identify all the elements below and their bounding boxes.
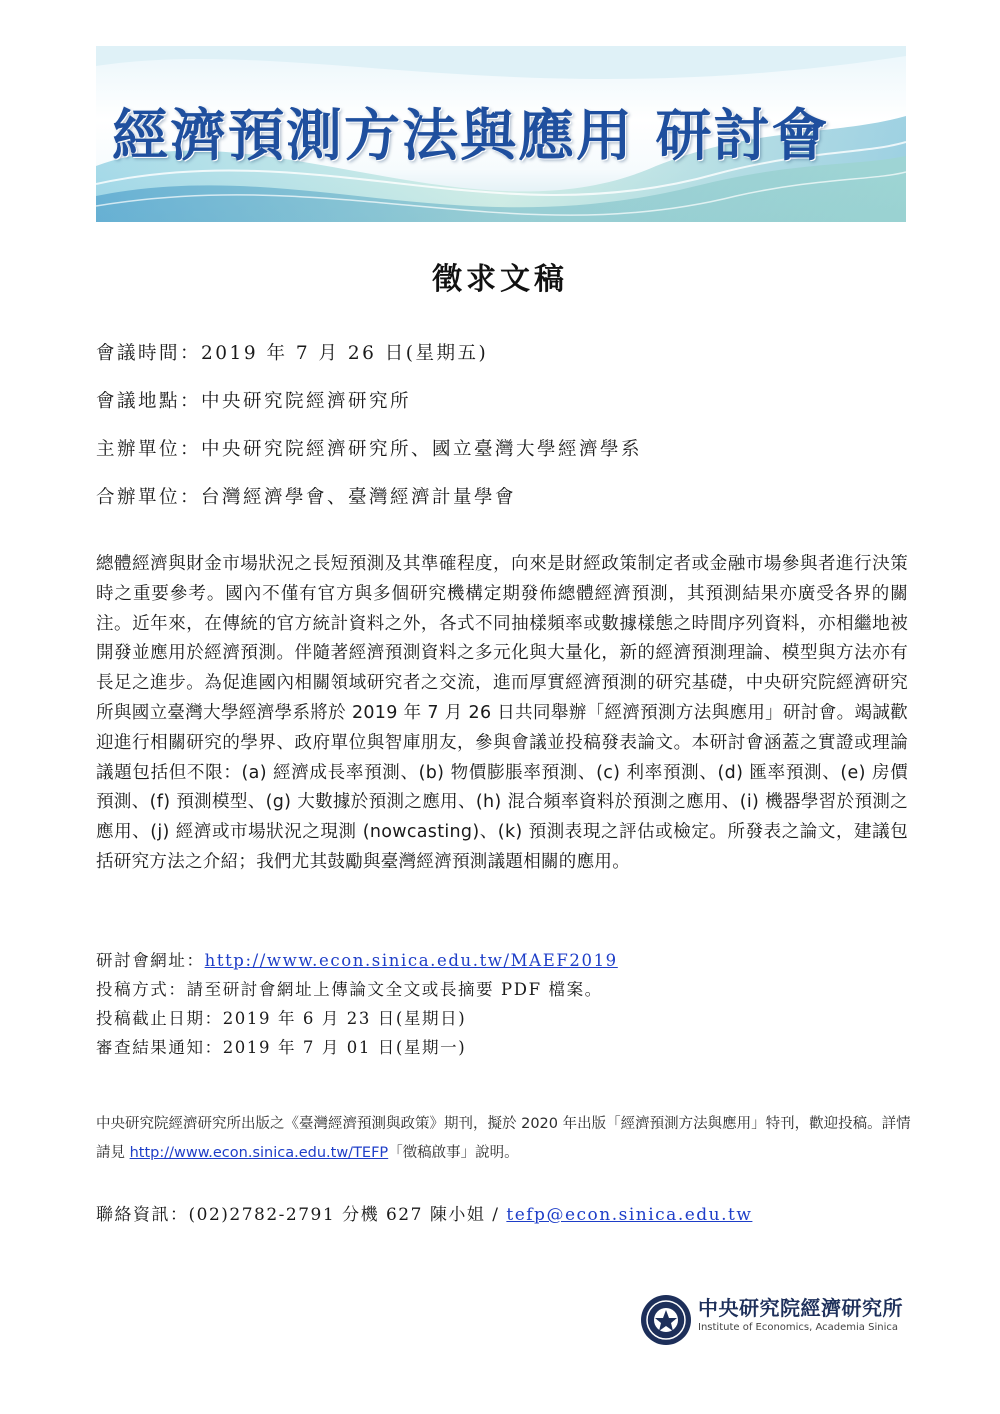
info-label: 會議時間： [96, 343, 202, 364]
info-value: 2019 年 7 月 26 日(星期五) [201, 343, 489, 364]
method-row [96, 975, 916, 1004]
website-row [96, 946, 916, 975]
website-link[interactable]: http://www.econ.sinica.edu.tw/MAEF2019 [204, 951, 618, 970]
info-value: 中央研究院經濟研究所、國立臺灣大學經濟學系 [201, 439, 643, 460]
method-value: 請至研討會網址上傳論文全文或長摘要 PDF 檔案。 [186, 980, 603, 999]
contact-label: 聯絡資訊： [96, 1205, 189, 1225]
website-label: 研討會網址： [96, 951, 205, 970]
call-for-papers-paragraph: 總體經濟與財金市場狀況之長短預測及其準確程度，向來是財經政策制定者或金融市場參與者進行決策時之重要參考。國內不僅有官方與多個研究機構定期發佈總體經濟預測，其預測結果亦廣受各界的關注。近年來，在傳統的官方統計資料之外，各式不同抽樣頻率或數據樣態之時間序列資料，亦相繼地被開發並應用於經濟預測。伴隨著經濟預測資料之多元化與大量化，新的經濟預測理論、模型與方法亦有長足之進步。為促進國內相關領域研究者之交流，進而厚實經濟預測的研究基礎，中央研究院經濟研究所與國立臺灣大學經濟學系將於 2019 年 7 月 26 日共同舉辦「經濟預測方法與應用」研討會。竭誠歡迎進行相關研究的學界、政府單位與智庫朋友，參與會議並投稿發表論文。本研討會涵蓋之實證或理論議題包括但不限：(a) 經濟成長率預測、(b) 物價膨脹率預測、(c) 利率預測、(d) 匯率預測、(e) 房價預測、(f) 預測模型、(g) 大數據於預測之應用、(h) 混合頻率資料於預測之應用、(i) 機器學習於預測之應用、(j) 經濟或市場狀況之現測 (nowcasting)、(k) 預測表現之評估或檢定。所發表之論文，建議包括研究方法之介紹；我們尤其鼓勵與臺灣經濟預測議題相關的應用。 [96, 554, 908, 872]
logo-english-name: Institute of Economics, Academia Sinica [698, 1322, 898, 1333]
method-label: 投稿方式： [96, 980, 187, 999]
header-banner [96, 46, 906, 222]
deadline-row [96, 1004, 916, 1033]
contact-email-link[interactable]: tefp@econ.sinica.edu.tw [506, 1205, 753, 1225]
document-title: 徵求文稿 [432, 262, 568, 297]
conference-info [96, 332, 906, 524]
info-label: 會議地點： [96, 391, 202, 412]
academia-sinica-seal-icon [640, 1294, 692, 1346]
deadline-value: 2019 年 6 月 23 日(星期日) [222, 1009, 467, 1028]
info-label: 主辦單位： [96, 439, 202, 460]
info-label: 合辦單位： [96, 487, 202, 508]
banner-title: 經濟預測方法與應用 研討會 [112, 104, 830, 169]
info-row-organizer [96, 428, 906, 476]
logo-name: 中央研究院經濟研究所 [698, 1296, 903, 1320]
info-row-coorganizer [96, 476, 906, 524]
info-row-location [96, 380, 906, 428]
info-value: 中央研究院經濟研究所 [201, 391, 412, 412]
notification-row [96, 1033, 916, 1062]
submission-info [96, 946, 916, 1062]
info-row-time [96, 332, 906, 380]
journal-notice [96, 1110, 916, 1168]
contact-info [96, 1200, 916, 1230]
institute-logo [640, 1290, 910, 1354]
info-value: 台灣經濟學會、臺灣經濟計量學會 [201, 487, 517, 508]
journal-text-end: 「徵稿啟事」說明。 [388, 1145, 519, 1161]
contact-phone: (02)2782-2791 分機 627 陳小姐 / [188, 1205, 507, 1225]
deadline-label: 投稿截止日期： [96, 1009, 223, 1028]
journal-link[interactable]: http://www.econ.sinica.edu.tw/TEFP [129, 1145, 389, 1161]
notification-label: 審查結果通知： [96, 1038, 223, 1057]
notification-value: 2019 年 7 月 01 日(星期一) [222, 1038, 467, 1057]
journal-text: 中央研究院經濟研究所出版之《臺灣經濟預測與政策》期刊，擬於 2020 年出版「經濟預測方法與應用」特刊，歡迎投稿。詳情請見 [96, 1116, 911, 1161]
